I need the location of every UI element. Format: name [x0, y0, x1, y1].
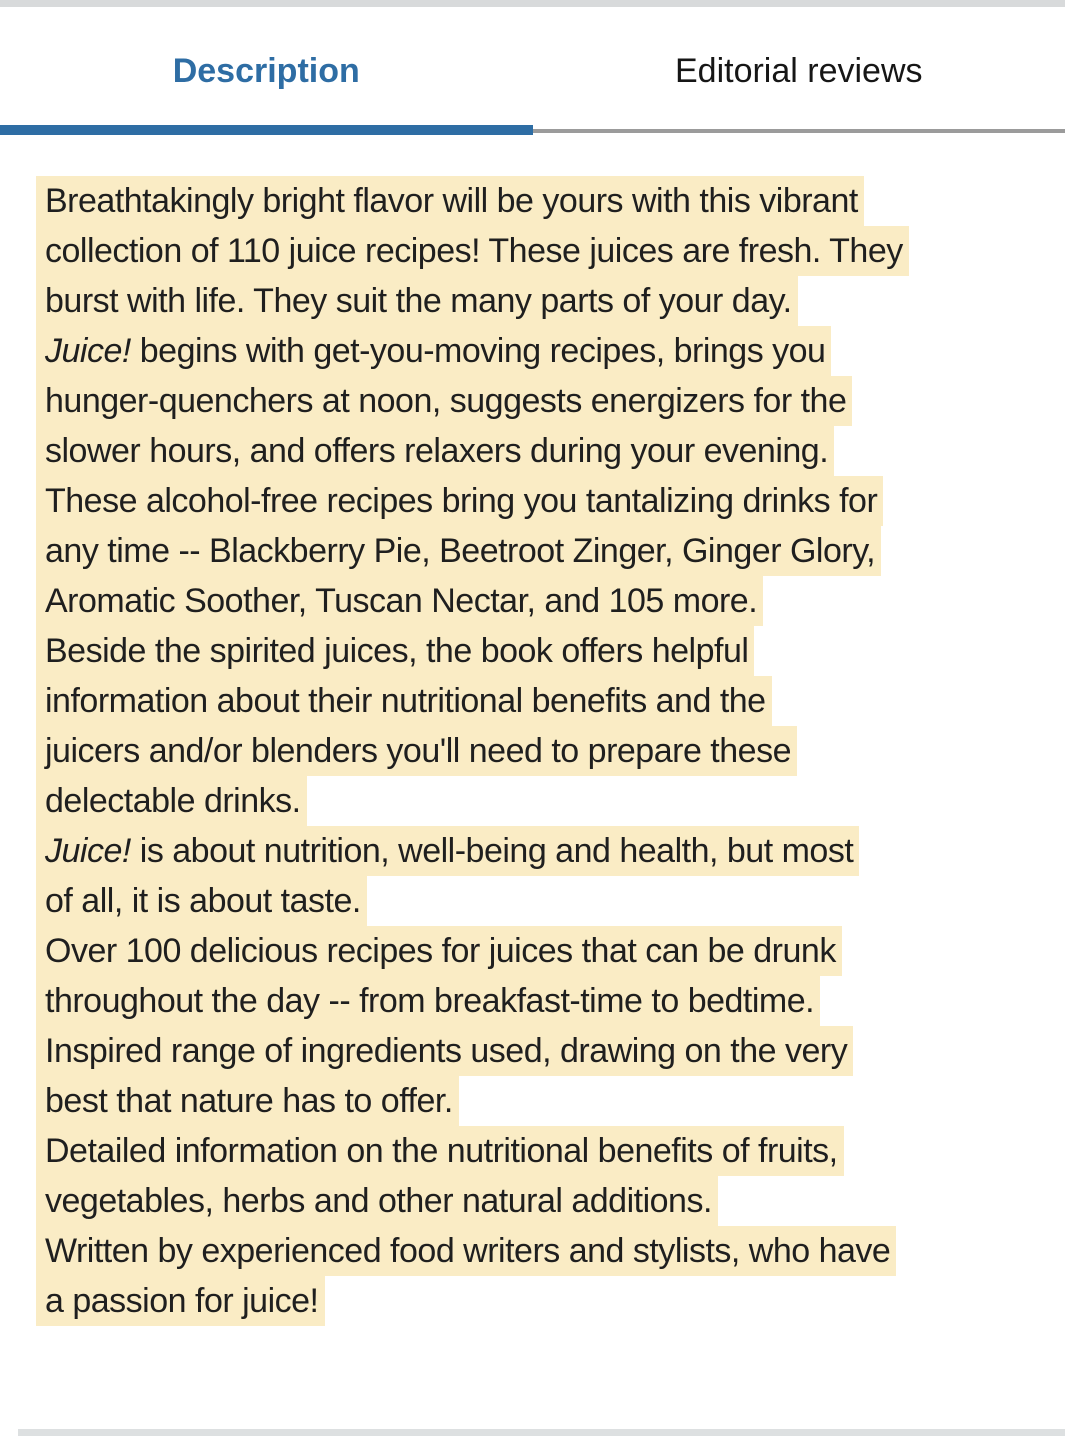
description-line: [36, 276, 1045, 326]
highlighted-text: juicers and/or blenders you'll need to prepare these: [36, 726, 797, 776]
highlighted-text: throughout the day -- from breakfast-time to bedtime.: [36, 976, 820, 1026]
active-tab-indicator: [0, 125, 533, 135]
highlighted-text: Aromatic Soother, Tuscan Nectar, and 105 more.: [36, 576, 763, 626]
highlighted-text: Detailed information on the nutritional benefits of fruits,: [36, 1126, 844, 1176]
tab-description-label: Description: [172, 51, 360, 90]
highlighted-text: Written by experienced food writers and stylists, who have: [36, 1226, 896, 1276]
tab-divider-line: [533, 129, 1065, 133]
tab-editorial-reviews-label: Editorial reviews: [674, 51, 923, 90]
description-line: [36, 1176, 1045, 1226]
highlighted-text: hunger-quenchers at noon, suggests energizers for the: [36, 376, 852, 426]
description-line: [36, 326, 1045, 376]
tab-bar: [0, 7, 1065, 135]
description-line: [36, 176, 1045, 226]
description-line: [36, 226, 1045, 276]
highlighted-text: collection of 110 juice recipes! These juices are fresh. They: [36, 226, 909, 276]
description-line: [36, 776, 1045, 826]
highlighted-text: vegetables, herbs and other natural additions.: [36, 1176, 718, 1226]
highlighted-text: information about their nutritional benefits and the: [36, 676, 772, 726]
description-line: [36, 876, 1045, 926]
description-line: [36, 1126, 1045, 1176]
highlighted-text: best that nature has to offer.: [36, 1076, 459, 1126]
description-line: [36, 1076, 1045, 1126]
tab-editorial-reviews[interactable]: [533, 7, 1065, 135]
description-content: [36, 176, 1045, 1326]
description-line: [36, 676, 1045, 726]
highlighted-text: Inspired range of ingredients used, drawing on the very: [36, 1026, 853, 1076]
description-line: [36, 726, 1045, 776]
description-line: [36, 826, 1045, 876]
highlighted-text: These alcohol-free recipes bring you tantalizing drinks for: [36, 476, 883, 526]
description-line: [36, 576, 1045, 626]
tab-description[interactable]: [0, 7, 533, 135]
description-line: [36, 376, 1045, 426]
highlighted-text: a passion for juice!: [36, 1276, 325, 1326]
description-line: [36, 426, 1045, 476]
highlighted-text: of all, it is about taste.: [36, 876, 367, 926]
highlighted-text: slower hours, and offers relaxers during your evening.: [36, 426, 834, 476]
description-line: [36, 1276, 1045, 1326]
highlighted-text: Juice! begins with get-you-moving recipes, brings you: [36, 326, 831, 376]
top-divider-bar: [0, 0, 1065, 7]
bottom-divider-bar: [18, 1429, 1065, 1436]
description-line: [36, 526, 1045, 576]
highlighted-text: Juice! is about nutrition, well-being and health, but most: [36, 826, 859, 876]
highlighted-text: Over 100 delicious recipes for juices that can be drunk: [36, 926, 842, 976]
highlighted-text: Beside the spirited juices, the book offers helpful: [36, 626, 754, 676]
description-line: [36, 926, 1045, 976]
description-line: [36, 1226, 1045, 1276]
description-line: [36, 976, 1045, 1026]
highlighted-text: any time -- Blackberry Pie, Beetroot Zinger, Ginger Glory,: [36, 526, 881, 576]
highlighted-text: Breathtakingly bright flavor will be yours with this vibrant: [36, 176, 864, 226]
highlighted-text: delectable drinks.: [36, 776, 307, 826]
description-line: [36, 476, 1045, 526]
description-line: [36, 1026, 1045, 1076]
highlighted-text: burst with life. They suit the many parts of your day.: [36, 276, 798, 326]
description-line: [36, 626, 1045, 676]
